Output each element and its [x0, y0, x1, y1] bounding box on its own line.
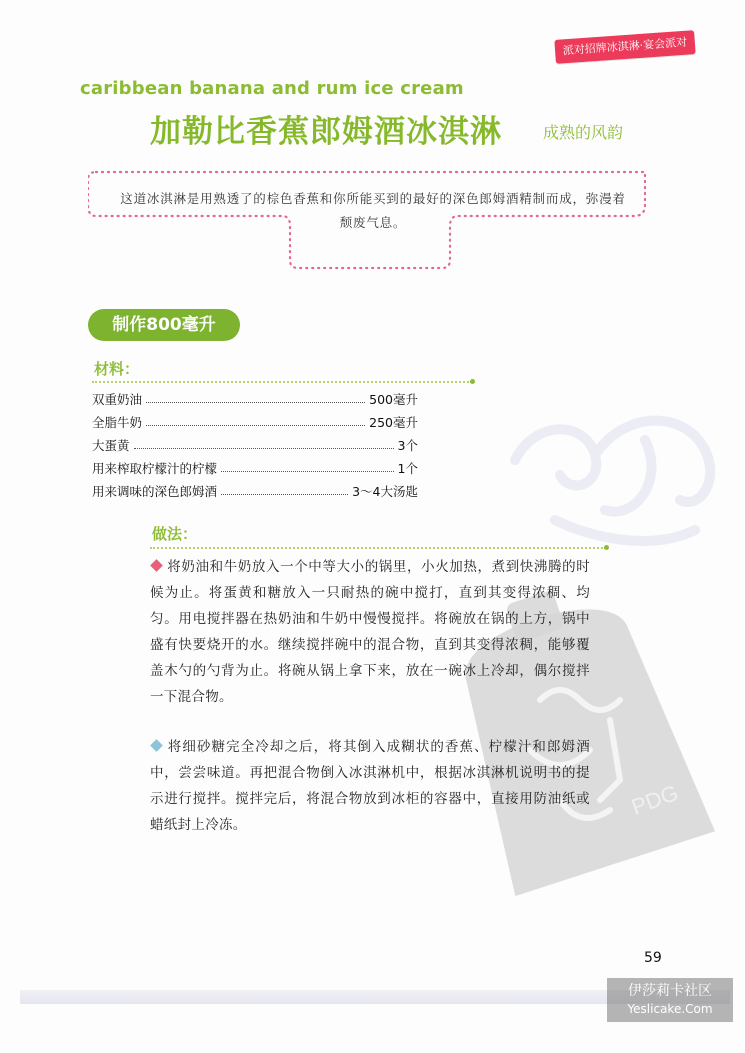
ingredient-qty: 3～4大汤匙 [352, 484, 418, 499]
ingredient-name: 用来榨取柠檬汁的柠檬 [92, 461, 218, 476]
watermark-pdg: PDG [628, 779, 682, 820]
page-number: 59 [644, 950, 662, 966]
ingredient-name: 双重奶油 [92, 392, 143, 407]
ingredient-qty: 3个 [397, 438, 418, 453]
method-rule [150, 547, 606, 549]
ingredient-row [92, 432, 418, 454]
intro-text: 这道冰淇淋是用熟透了的棕色香蕉和你所能买到的最好的深色郎姆酒精制而成，弥漫着颓废气息。 [120, 191, 626, 230]
chinese-title: 加勒比香蕉郎姆酒冰淇淋 [150, 114, 502, 150]
site-logo [607, 978, 733, 1022]
step-paragraph [150, 734, 590, 838]
ingredient-name: 大蛋黄 [92, 438, 130, 453]
ingredient-row [92, 478, 418, 500]
site-logo-name: 伊莎莉卡社区 [628, 983, 712, 999]
site-logo-url: Yeslicake.Com [627, 1002, 713, 1016]
step-text: 将细砂糖完全冷却之后，将其倒入成糊状的香蕉、柠檬汁和郎姆酒中，尝尝味道。再把混合物倒入冰淇淋机中，根据冰淇淋机说明书的提示进行搅拌。搅拌完后，将混合物放到冰柜的容器中，直接用防油纸或蜡纸封上冷冻。 [150, 739, 590, 833]
ingredient-row [92, 455, 418, 477]
diamond-bullet-icon [150, 559, 163, 572]
step-paragraph [150, 554, 590, 710]
leader-dots [146, 402, 365, 403]
method-heading: 做法： [152, 525, 198, 543]
ingredient-row [92, 409, 418, 431]
swirl-ornament [495, 400, 735, 570]
ingredient-qty: 250毫升 [369, 415, 418, 430]
english-title: caribbean banana and rum ice cream [80, 78, 464, 99]
ingredients-rule [92, 381, 472, 383]
leader-dots [146, 425, 365, 426]
yield-badge: 制作800毫升 [88, 309, 240, 341]
step-text: 将奶油和牛奶放入一个中等大小的锅里，小火加热，煮到快沸腾的时候为止。将蛋黄和糖放入一只耐热的碗中搅打，直到其变得浓稠、均匀。用电搅拌器在热奶油和牛奶中慢慢搅拌。将碗放在锅的上方，锅中盛有快要烧开的水。继续搅拌碗中的混合物，直到其变得浓稠，能够覆盖木勺的勺背为止。将碗从锅上拿下来，放在一碗冰上冷却，偶尔搅拌一下混合物。 [150, 559, 590, 705]
subtitle: 成熟的风韵 [543, 123, 624, 142]
ingredient-qty: 500毫升 [369, 392, 418, 407]
ingredients-rule-dot [470, 379, 475, 384]
chapter-tab: 派对招牌冰淇淋·宴会派对 [554, 30, 695, 64]
diamond-bullet-icon [150, 739, 163, 752]
ingredient-name: 用来调味的深色郎姆酒 [92, 484, 218, 499]
method-rule-dot [604, 545, 609, 550]
ingredient-qty: 1个 [397, 461, 418, 476]
leader-dots [221, 471, 394, 472]
ingredient-name: 全脂牛奶 [92, 415, 143, 430]
leader-dots [221, 494, 348, 495]
ingredient-row [92, 386, 418, 408]
leader-dots [134, 448, 394, 449]
ingredients-heading: 材料： [94, 360, 140, 378]
